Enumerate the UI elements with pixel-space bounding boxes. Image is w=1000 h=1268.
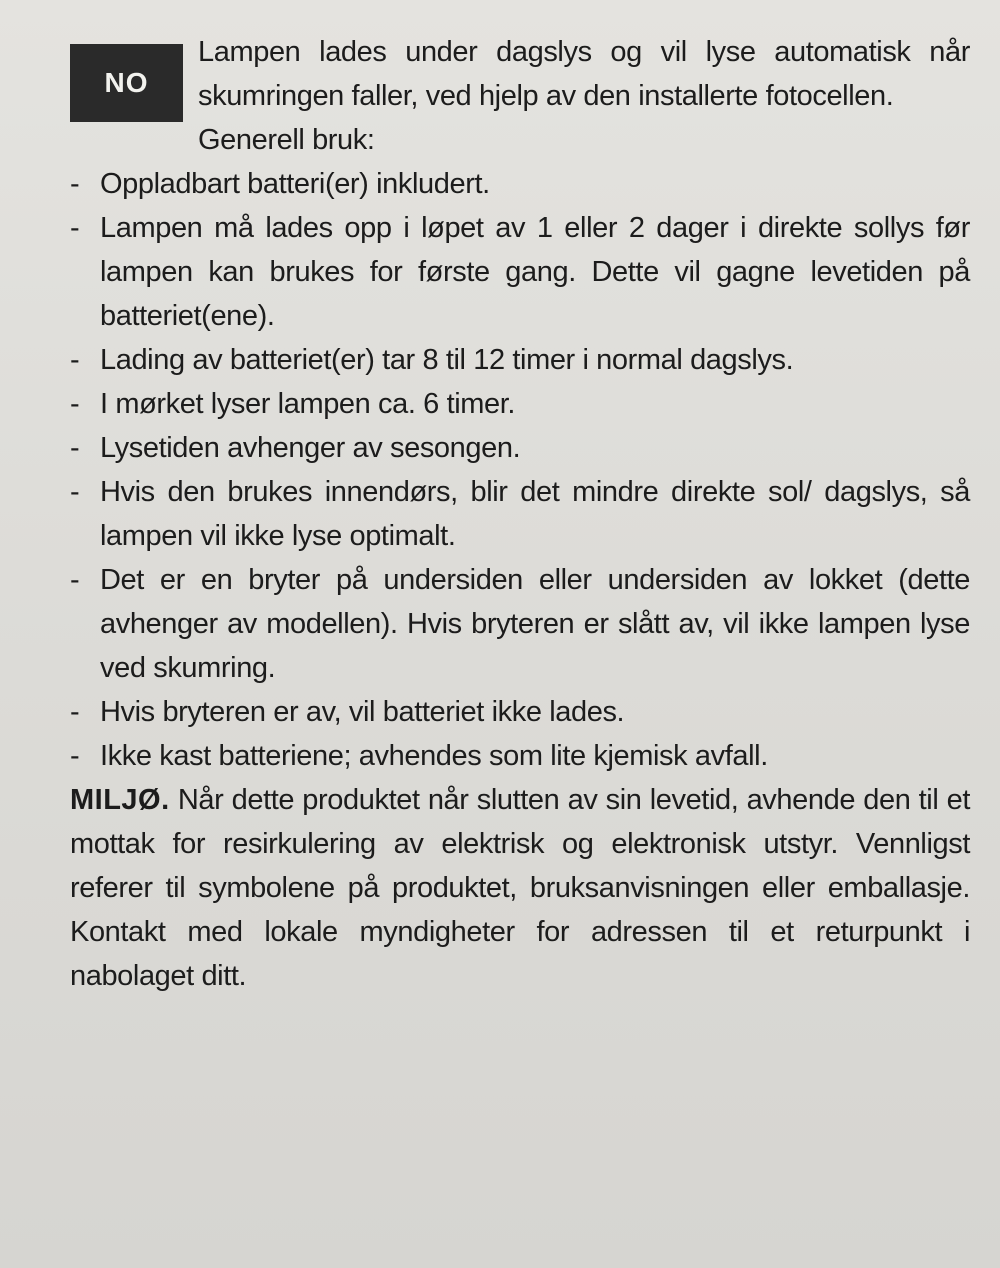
- list-item-text: Lysetiden avhenger av sesongen.: [100, 432, 521, 464]
- list-item-text: I mørket lyser lampen ca. 6 timer.: [100, 388, 516, 420]
- list-item: [70, 162, 970, 206]
- list-item: [70, 206, 970, 338]
- list-item: [70, 338, 970, 382]
- list-item-text: Ikke kast batteriene; avhendes som lite kjemisk avfall.: [100, 740, 768, 772]
- list-item-text: Oppladbart batteri(er) inkludert.: [100, 168, 490, 200]
- list-item-text: Hvis bryteren er av, vil batteriet ikke lades.: [100, 696, 625, 728]
- environment-text: Når dette produktet når slutten av sin levetid, avhende den til et mottak for resirkulering av elektrisk og elektronisk utstyr. Vennligst referer til symbolene på produktet, bruksanvisningen eller emballasje. Kontakt med lokale myndigheter for adressen til et returpunkt i nabolaget ditt.: [70, 784, 970, 992]
- list-item: [70, 382, 970, 426]
- general-heading: Generell bruk:: [198, 124, 375, 156]
- usage-list: [70, 162, 970, 778]
- dash-bullet: -: [70, 432, 80, 464]
- list-item: [70, 734, 970, 778]
- list-item-text: Det er en bryter på undersiden eller undersiden av lokket (dette avhenger av modellen). Hvis bryteren er slått av, vil ikke lampen lyse ved skumring.: [100, 564, 970, 684]
- dash-bullet: -: [70, 564, 80, 596]
- list-item: [70, 470, 970, 558]
- dash-bullet: -: [70, 168, 80, 200]
- environment-title: MILJØ.: [70, 784, 170, 816]
- dash-bullet: -: [70, 740, 80, 772]
- dash-bullet: -: [70, 344, 80, 376]
- dash-bullet: -: [70, 696, 80, 728]
- dash-bullet: -: [70, 212, 80, 244]
- dash-bullet: -: [70, 388, 80, 420]
- intro-paragraph: [70, 30, 970, 118]
- instructions-text: [70, 30, 970, 998]
- environment-paragraph: [70, 778, 970, 998]
- list-item: [70, 558, 970, 690]
- language-badge: NO: [70, 44, 183, 122]
- list-item-text: Lampen må lades opp i løpet av 1 eller 2 dager i direkte sollys før lampen kan brukes for første gang. Dette vil gagne levetiden på batteriet(ene).: [100, 212, 970, 332]
- list-item: [70, 426, 970, 470]
- intro-text: Lampen lades under dagslys og vil lyse automatisk når skumringen faller, ved hjelp av den installerte fotocellen.: [198, 36, 970, 112]
- list-item-text: Lading av batteriet(er) tar 8 til 12 timer i normal dagslys.: [100, 344, 794, 376]
- dash-bullet: -: [70, 476, 80, 508]
- list-item-text: Hvis den brukes innendørs, blir det mindre direkte sol/ dagslys, så lampen vil ikke lyse optimalt.: [100, 476, 970, 552]
- list-item: [70, 690, 970, 734]
